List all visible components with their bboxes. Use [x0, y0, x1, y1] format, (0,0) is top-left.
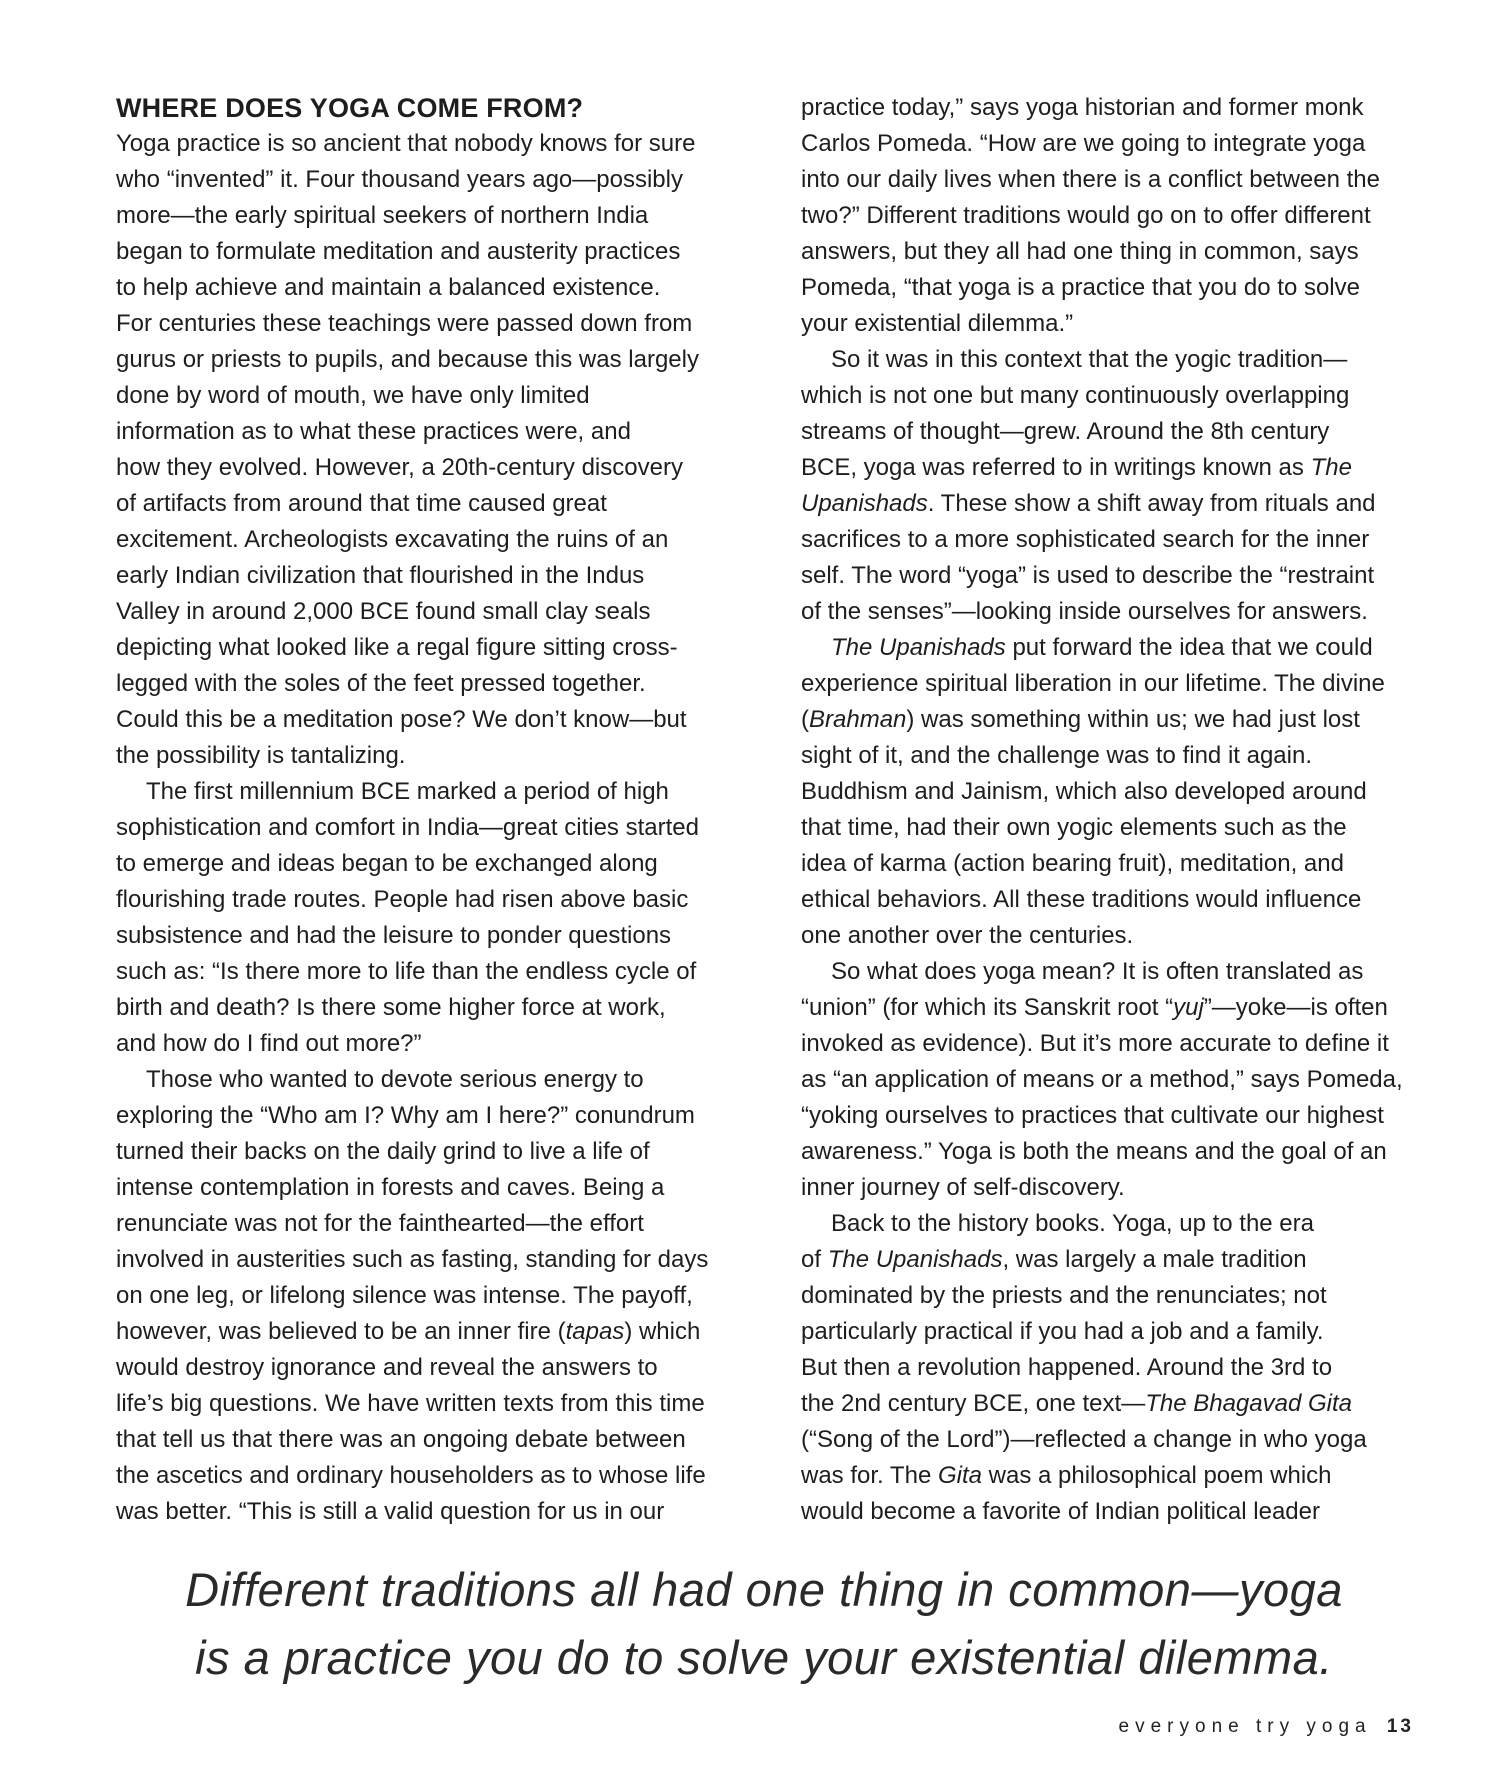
text-line: the ascetics and ordinary householders as to whose life — [116, 1462, 706, 1489]
text-line: to emerge and ideas began to be exchanged along — [116, 850, 658, 877]
text-line: depicting what looked like a regal figure sitting cross- — [116, 634, 678, 661]
pull-quote — [0, 1556, 1500, 1692]
text-line: turned their backs on the daily grind to live a life of — [116, 1138, 650, 1165]
text-line: however, was believed to be an inner fire (tapas) which — [116, 1318, 701, 1345]
italic-text: Upanishads — [801, 490, 928, 517]
text-line: involved in austerities such as fasting, standing for days — [116, 1246, 709, 1273]
text-line: into our daily lives when there is a conflict between the — [801, 166, 1380, 193]
pull-quote-line: is a practice you do to solve your existential dilemma. — [195, 1631, 1333, 1684]
text-line: intense contemplation in forests and caves. Being a — [116, 1174, 665, 1201]
text-line: life’s big questions. We have written texts from this time — [116, 1390, 705, 1417]
text-line: particularly practical if you had a job and a family. — [801, 1318, 1324, 1345]
text-line: subsistence and had the leisure to ponder questions — [116, 922, 672, 949]
text-line: of artifacts from around that time caused great — [116, 490, 607, 517]
text-line: was for. The Gita was a philosophical poem which — [801, 1462, 1332, 1489]
italic-text: The Upanishads — [831, 634, 1006, 661]
text-line: flourishing trade routes. People had risen above basic — [116, 886, 689, 913]
text-line: dominated by the priests and the renunciates; not — [801, 1282, 1327, 1309]
text-line: practice today,” says yoga historian and former monk — [801, 94, 1364, 121]
italic-text: The — [1310, 454, 1352, 481]
left-column-body — [116, 126, 736, 1530]
text-line: early Indian civilization that flourished in the Indus — [116, 562, 645, 589]
page-footer — [1119, 1716, 1414, 1738]
text-line: ethical behaviors. All these traditions would influence — [801, 886, 1362, 913]
section-heading: WHERE DOES YOGA COME FROM? — [116, 93, 584, 123]
text-line: would become a favorite of Indian political leader — [801, 1498, 1320, 1525]
text-line: sophistication and comfort in India—great cities started — [116, 814, 699, 841]
text-line: sacrifices to a more sophisticated search for the inner — [801, 526, 1370, 553]
paragraph — [801, 90, 1421, 342]
text-line: on one leg, or lifelong silence was intense. The payoff, — [116, 1282, 693, 1309]
text-line: Those who wanted to devote serious energy to — [146, 1066, 644, 1093]
text-line: legged with the soles of the feet pressed together. — [116, 670, 646, 697]
text-line: who “invented” it. Four thousand years ago—possibly — [116, 166, 683, 193]
text-line: idea of karma (action bearing fruit), meditation, and — [801, 850, 1344, 877]
text-line: But then a revolution happened. Around the 3rd to — [801, 1354, 1333, 1381]
text-line: Upanishads. These show a shift away from rituals and — [801, 490, 1376, 517]
text-line: two?” Different traditions would go on to offer different — [801, 202, 1371, 229]
text-line: The first millennium BCE marked a period of high — [146, 778, 669, 805]
text-line: So what does yoga mean? It is often translated as — [831, 958, 1364, 985]
text-line: renunciate was not for the fainthearted—the effort — [116, 1210, 644, 1237]
text-line: as “an application of means or a method,” says Pomeda, — [801, 1066, 1403, 1093]
paragraph — [801, 1206, 1421, 1530]
text-line: Pomeda, “that yoga is a practice that you do to solve — [801, 274, 1360, 301]
pull-quote-line: Different traditions all had one thing in common—yoga — [185, 1563, 1343, 1616]
text-line: BCE, yoga was referred to in writings known as The — [801, 454, 1352, 481]
text-line: Back to the history books. Yoga, up to the era — [831, 1210, 1314, 1237]
text-line: For centuries these teachings were passed down from — [116, 310, 693, 337]
text-line: (“Song of the Lord”)—reflected a change in who yoga — [801, 1426, 1367, 1453]
text-line: would destroy ignorance and reveal the answers to — [116, 1354, 658, 1381]
text-line: sight of it, and the challenge was to find it again. — [801, 742, 1312, 769]
text-line: “yoking ourselves to practices that cultivate our highest — [801, 1102, 1384, 1129]
text-line: gurus or priests to pupils, and because this was largely — [116, 346, 699, 373]
text-line: your existential dilemma.” — [801, 310, 1074, 337]
text-line: Buddhism and Jainism, which also developed around — [801, 778, 1367, 805]
text-line: excitement. Archeologists excavating the ruins of an — [116, 526, 669, 553]
text-line: was better. “This is still a valid question for us in our — [116, 1498, 665, 1525]
text-line: The Upanishads put forward the idea that we could — [831, 634, 1373, 661]
paragraph — [801, 342, 1421, 630]
text-line: self. The word “yoga” is used to describe the “restraint — [801, 562, 1375, 589]
text-line: began to formulate meditation and austerity practices — [116, 238, 681, 265]
text-line: So it was in this context that the yogic tradition— — [831, 346, 1348, 373]
italic-text: tapas — [565, 1318, 625, 1345]
text-line: “union” (for which its Sanskrit root “yuj”—yoke—is often — [801, 994, 1388, 1021]
text-line: Yoga practice is so ancient that nobody knows for sure — [116, 130, 696, 157]
text-line: information as to what these practices were, and — [116, 418, 631, 445]
text-line: that tell us that there was an ongoing debate between — [116, 1426, 686, 1453]
italic-text: Gita — [937, 1462, 982, 1489]
text-line: the 2nd century BCE, one text—The Bhagavad Gita — [801, 1390, 1353, 1417]
text-line: Carlos Pomeda. “How are we going to integrate yoga — [801, 130, 1366, 157]
paragraph — [801, 630, 1421, 954]
paragraph — [116, 126, 736, 774]
text-line: to help achieve and maintain a balanced existence. — [116, 274, 661, 301]
text-line: how they evolved. However, a 20th-century discovery — [116, 454, 683, 481]
text-line: one another over the centuries. — [801, 922, 1134, 949]
paragraph — [116, 774, 736, 1062]
left-column — [116, 90, 736, 1530]
text-line: streams of thought—grew. Around the 8th century — [801, 418, 1330, 445]
italic-text: yuj — [1173, 994, 1204, 1021]
running-title: everyone try yoga — [1118, 1716, 1372, 1737]
text-line: birth and death? Is there some higher force at work, — [116, 994, 666, 1021]
text-line: answers, but they all had one thing in common, says — [801, 238, 1359, 265]
text-line: of The Upanishads, was largely a male tradition — [801, 1246, 1307, 1273]
right-column — [801, 90, 1421, 1530]
text-line: (Brahman) was something within us; we had just lost — [801, 706, 1360, 733]
text-line: which is not one but many continuously overlapping — [801, 382, 1350, 409]
italic-text: The Bhagavad Gita — [1145, 1390, 1353, 1417]
text-line: more—the early spiritual seekers of northern India — [116, 202, 649, 229]
italic-text: The Upanishads — [827, 1246, 1003, 1273]
text-line: invoked as evidence). But it’s more accurate to define it — [801, 1030, 1389, 1057]
text-line: that time, had their own yogic elements such as the — [801, 814, 1347, 841]
text-line: the possibility is tantalizing. — [116, 742, 406, 769]
text-line: Could this be a meditation pose? We don’t know—but — [116, 706, 687, 733]
text-line: done by word of mouth, we have only limited — [116, 382, 590, 409]
text-line: such as: “Is there more to life than the endless cycle of — [116, 958, 697, 985]
text-line: of the senses”—looking inside ourselves for answers. — [801, 598, 1368, 625]
text-line: awareness.” Yoga is both the means and the goal of an — [801, 1138, 1387, 1165]
italic-text: Brahman — [809, 706, 907, 733]
text-line: Valley in around 2,000 BCE found small clay seals — [116, 598, 651, 625]
paragraph — [116, 1062, 736, 1530]
text-line: inner journey of self-discovery. — [801, 1174, 1125, 1201]
text-line: experience spiritual liberation in our lifetime. The divine — [801, 670, 1385, 697]
page-number: 13 — [1386, 1716, 1414, 1737]
paragraph — [801, 954, 1421, 1206]
text-line: and how do I find out more?” — [116, 1030, 422, 1057]
text-line: exploring the “Who am I? Why am I here?” conundrum — [116, 1102, 695, 1129]
